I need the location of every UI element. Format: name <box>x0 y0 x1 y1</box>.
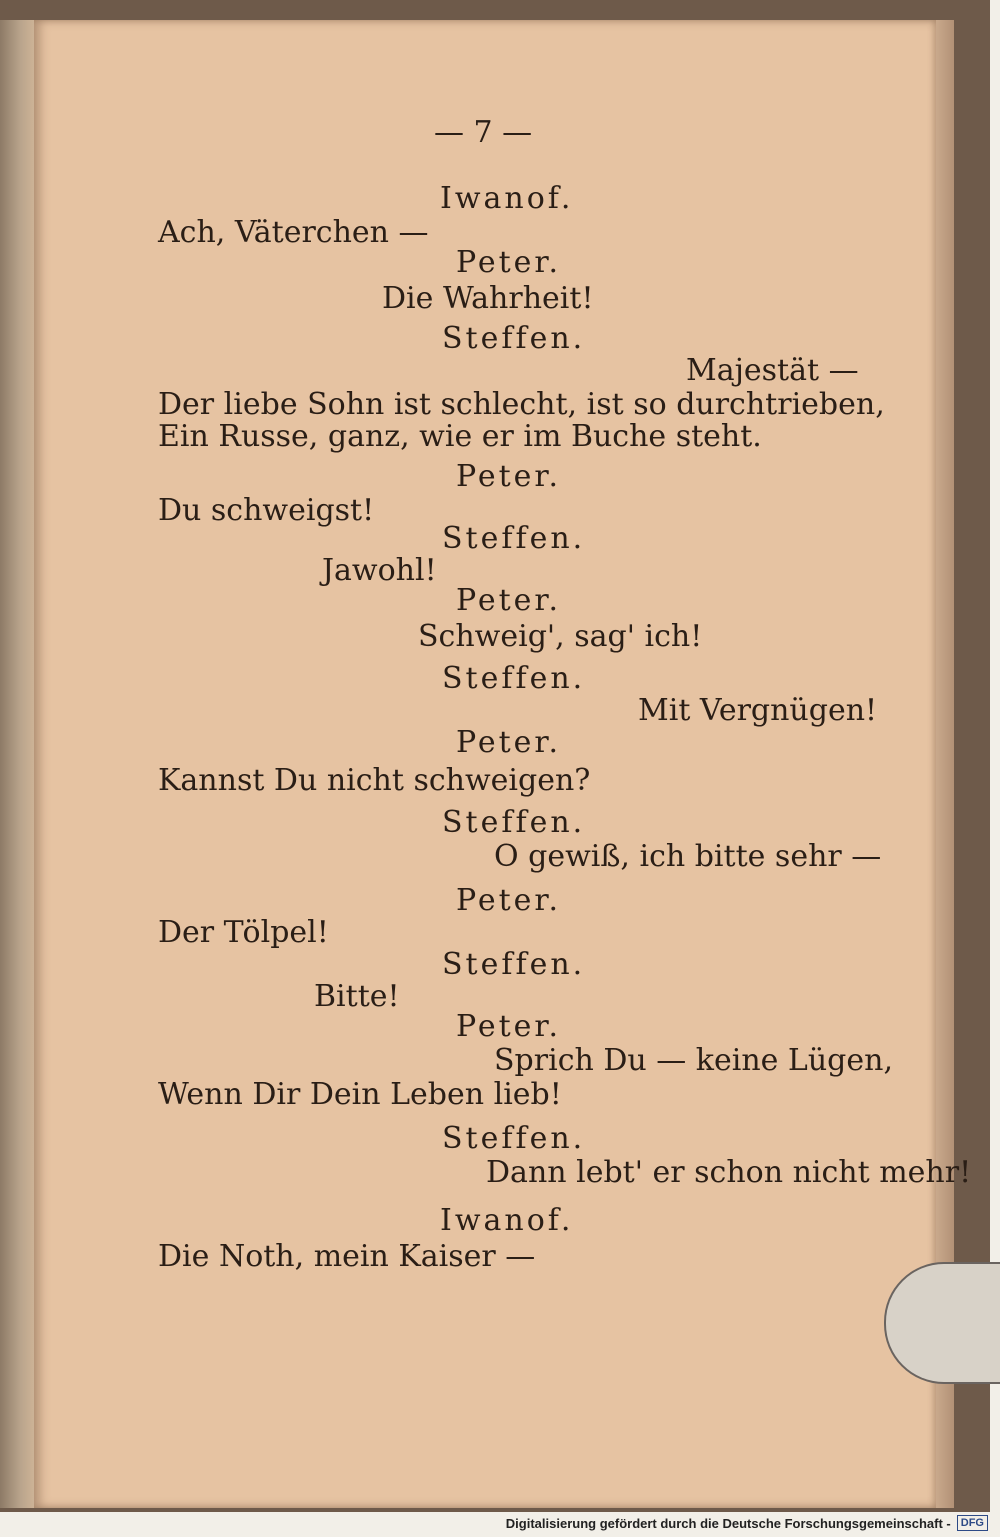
verse-line: Schweig', sag' ich! <box>418 619 703 654</box>
verse-line: Der liebe Sohn ist schlecht, ist so durchtrieben, <box>158 387 885 422</box>
speaker-name: Steffen. <box>442 947 586 982</box>
book-spine <box>0 20 34 1508</box>
verse-line: Ein Russe, ganz, wie er im Buche steht. <box>158 419 762 454</box>
speaker-name: Steffen. <box>442 805 586 840</box>
speaker-name: Iwanof. <box>440 1203 574 1238</box>
verse-line: Jawohl! <box>322 553 437 588</box>
verse-line: Die Noth, mein Kaiser — <box>158 1239 536 1274</box>
digitization-credit <box>506 1515 988 1531</box>
verse-line: O gewiß, ich bitte sehr — <box>494 839 882 874</box>
verse-line: Bitte! <box>314 979 400 1014</box>
verse-line: Du schweigst! <box>158 493 375 528</box>
verse-line: Mit Vergnügen! <box>638 693 878 728</box>
verse-line: Sprich Du — keine Lügen, <box>494 1043 893 1078</box>
speaker-name: Peter. <box>456 583 561 618</box>
speaker-name: Peter. <box>456 1009 561 1044</box>
verse-line: Majestät — <box>686 353 859 388</box>
speaker-name: Peter. <box>456 725 561 760</box>
page-number: — 7 — <box>434 115 533 150</box>
speaker-name: Steffen. <box>442 661 586 696</box>
speaker-name: Iwanof. <box>440 181 574 216</box>
dfg-logo: DFG <box>957 1515 988 1531</box>
verse-line: Kannst Du nicht schweigen? <box>158 763 591 798</box>
credit-text: Digitalisierung gefördert durch die Deutsche Forschungsgemeinschaft - <box>505 1515 951 1531</box>
speaker-name: Steffen. <box>442 1121 586 1156</box>
verse-line: Dann lebt' er schon nicht mehr! <box>486 1155 972 1190</box>
page-clip <box>884 1262 1000 1384</box>
speaker-name: Steffen. <box>442 521 586 556</box>
speaker-name: Peter. <box>456 883 561 918</box>
verse-line: Die Wahrheit! <box>382 281 594 316</box>
speaker-name: Peter. <box>456 459 561 494</box>
speaker-name: Peter. <box>456 245 561 280</box>
speaker-name: Steffen. <box>442 321 586 356</box>
verse-line: Ach, Väterchen — <box>158 215 429 250</box>
verse-line: Wenn Dir Dein Leben lieb! <box>158 1077 562 1112</box>
verse-line: Der Tölpel! <box>158 915 329 950</box>
